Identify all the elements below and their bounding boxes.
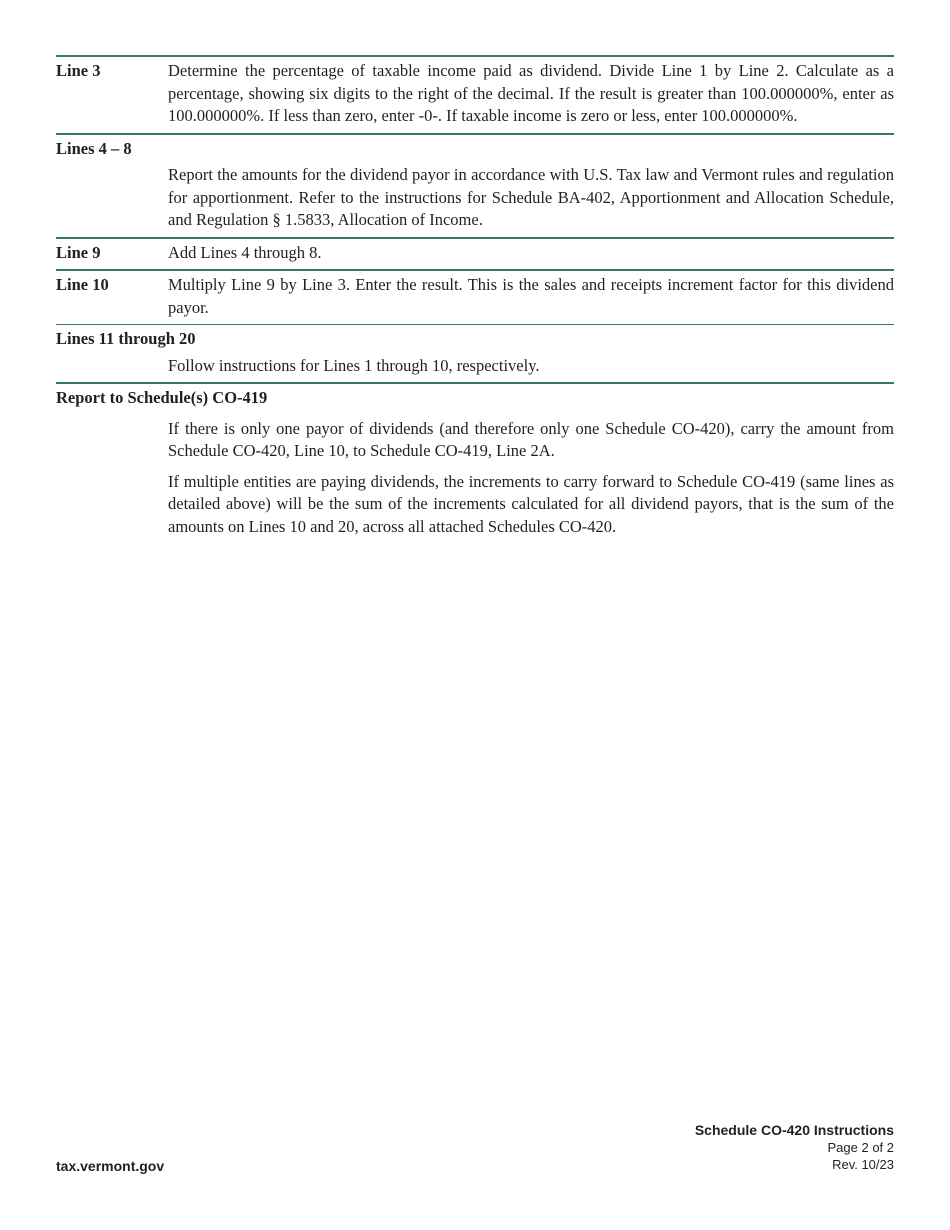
lines-11-20-label: Lines 11 through 20 bbox=[56, 329, 196, 348]
line-3-text: Determine the percentage of taxable income paid as dividend. Divide Line 1 by Line 2. Calculate as a percentage, showing six digits to the right of the decimal. If the result is greater than 100.000000%, enter as 100.000000%. If less than zero, enter -0-. If taxable income is zero or less, enter 100.000000%. bbox=[168, 61, 894, 125]
lines-11-20-text: Follow instructions for Lines 1 through 10, respectively. bbox=[168, 355, 540, 375]
section-line-10 bbox=[56, 269, 894, 324]
section-report-co-419 bbox=[56, 382, 894, 543]
page-footer bbox=[695, 1121, 894, 1173]
lines-4-8-text: Report the amounts for the dividend payor in accordance with U.S. Tax law and Vermont rules and regulation for apportionment. Refer to the instructions for Schedule BA-402, Apportionment and Allocation Schedule, and Regulation § 1.5833, Allocation of Income. bbox=[168, 165, 894, 229]
section-line-9 bbox=[56, 237, 894, 270]
line-9-text: Add Lines 4 through 8. bbox=[168, 242, 322, 262]
lines-4-8-label: Lines 4 – 8 bbox=[56, 138, 132, 158]
page-number: Page 2 of 2 bbox=[827, 1140, 894, 1155]
document-title: Schedule CO-420 Instructions bbox=[694, 1122, 894, 1138]
section-lines-11-20 bbox=[56, 324, 894, 382]
report-paragraph-2: If multiple entities are paying dividends, the increments to carry forward to Schedule CO-419 (same lines as detailed above) will be the sum of the increments calculated for all dividend payors, that is the sum of the amounts on Lines 10 and 20, across all attached Schedules CO-420. bbox=[168, 471, 894, 536]
instructions-content bbox=[56, 55, 894, 543]
line-9-label: Line 9 bbox=[56, 242, 101, 262]
website-link[interactable]: tax.vermont.gov bbox=[56, 1158, 165, 1174]
report-co-419-label: Report to Schedule(s) CO-419 bbox=[56, 388, 268, 407]
revision-date: Rev. 10/23 bbox=[832, 1157, 894, 1172]
report-paragraph-1: If there is only one payor of dividends (and therefore only one Schedule CO-420), carry the amount from Schedule CO-420, Line 10, to Schedule CO-419, Line 2A. bbox=[168, 418, 894, 460]
line-3-label: Line 3 bbox=[56, 61, 101, 80]
section-lines-4-8 bbox=[56, 133, 894, 237]
line-10-text: Multiply Line 9 by Line 3. Enter the result. This is the sales and receipts increment factor for this dividend payor. bbox=[168, 275, 894, 317]
line-10-label: Line 10 bbox=[56, 275, 109, 294]
section-line-3 bbox=[56, 55, 894, 133]
